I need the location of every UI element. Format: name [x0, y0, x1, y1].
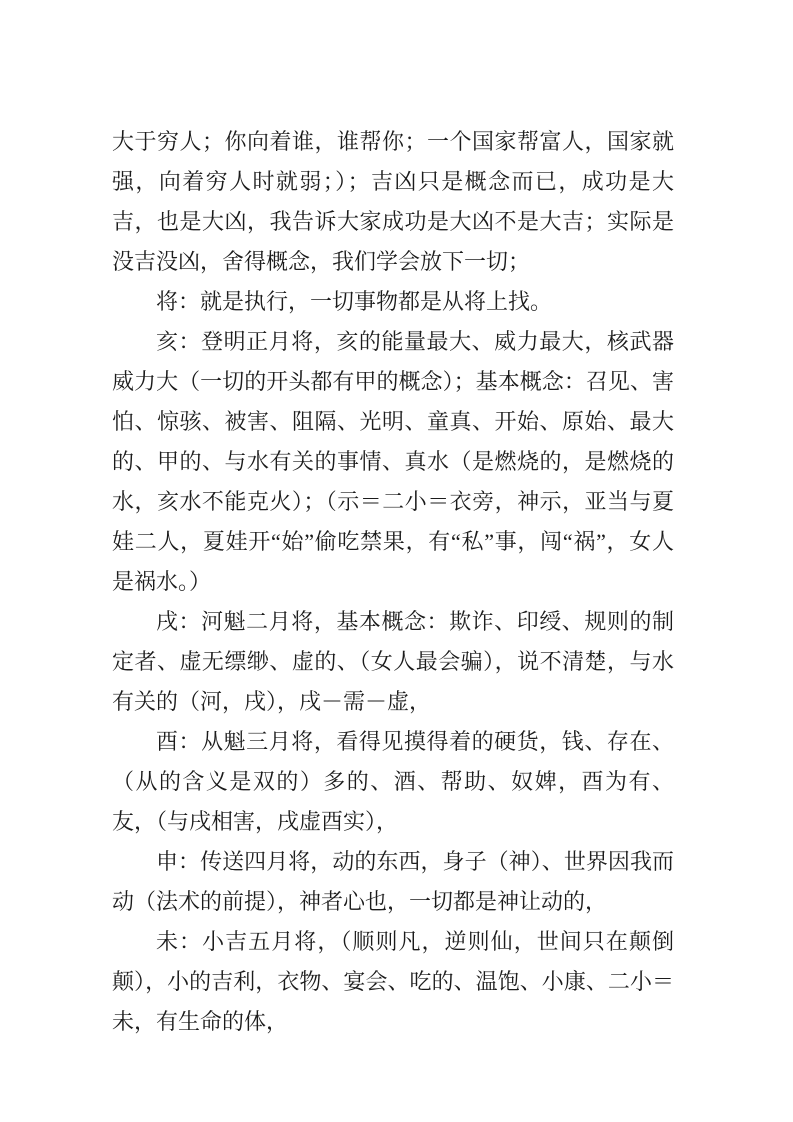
paragraph-you: 酉：从魁三月将，看得见摸得着的硬货，钱、存在、（从的含义是双的）多的、酒、帮助、奴婢，酉为有、友，（与戌相害，戌虚酉实）， [112, 729, 674, 834]
paragraph-shen: 申：传送四月将，动的东西，身子（神）、世界因我而动（法术的前提），神者心也，一切都是神让动的， [112, 849, 674, 914]
paragraph-hai: 亥：登明正月将，亥的能量最大、威力最大，核武器威力大（一切的开头都有甲的概念）；基本概念：召见、害怕、惊骇、被害、阻隔、光明、童真、开始、原始、最大的、甲的、与水有关的事情、真水（是燃烧的，是燃烧的水，亥水不能克火）；（示＝二小＝衣旁，神示，亚当与夏娃二人，夏娃开“始”偷吃禁果，有“私”事，闯“祸”，女人是祸水。） [112, 329, 674, 594]
text-body [112, 122, 674, 1042]
paragraph-continuation: 大于穷人；你向着谁，谁帮你；一个国家帮富人，国家就强，向着穷人时就弱；）；吉凶只是概念而已，成功是大吉，也是大凶，我告诉大家成功是大凶不是大吉；实际是没吉没凶，舍得概念，我们学会放下一切； [112, 129, 674, 274]
paragraph-wei: 未：小吉五月将，（顺则凡，逆则仙，世间只在颠倒颠），小的吉利，衣物、宴会、吃的、温饱、小康、二小＝未，有生命的体， [112, 929, 674, 1034]
paragraph-jiang: 将：就是执行，一切事物都是从将上找。 [156, 289, 553, 314]
paragraph-xu: 戌：河魁二月将，基本概念：欺诈、印绶、规则的制定者、虚无缥缈、虚的、（女人最会骗），说不清楚，与水有关的（河，戌），戌－需－虚， [112, 609, 674, 714]
